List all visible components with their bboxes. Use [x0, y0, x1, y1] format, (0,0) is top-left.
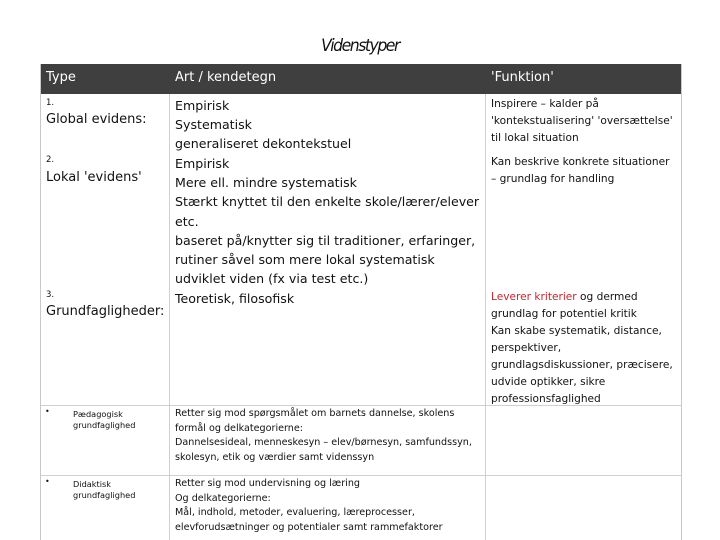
row-name-paedagogisk: Pædagogisk grundfaglighed [73, 409, 136, 430]
function-global-evidence: Inspirere – kalder på 'kontekstualisering' 'oversættelse' til lokal situation [491, 98, 673, 144]
column-divider [485, 94, 486, 540]
page-title: Videnstyper [321, 36, 399, 56]
row-name-didaktisk: Didaktisk grundfaglighed [73, 479, 136, 500]
column-divider [169, 94, 170, 540]
header-type: Type [46, 70, 76, 85]
function-grundfagligheder: Leverer kriterier og dermed grundlag for potentiel kritik Kan skabe systematik, distance, perspektiver, grundlagsdiskussioner, præcisere, udvide optikker, sikre professionsfaglighed [491, 291, 673, 405]
row-number: 3. [46, 290, 55, 300]
bullet-icon: • [45, 477, 50, 486]
features-didaktisk: Retter sig mod undervisning og læring Og delkategorierne: Mål, indhold, metoder, evaluering, læreprocesser, elevforudsætninger og potentialer samt rammefaktorer [175, 478, 443, 533]
row-number: 1. [46, 98, 55, 108]
bullet-icon: • [45, 407, 50, 416]
features-local-evidence: Empirisk Mere ell. mindre systematisk Stærkt knyttet til den enkelte skole/lærer/elever etc. baseret på/knytter sig til traditioner, erfaringer, rutiner såvel som mere lokal systematisk udviklet viden (fx via test etc.) [175, 156, 480, 287]
features-global-evidence: Empirisk Systematisk generaliseret dekontekstuel [175, 98, 352, 152]
row-name-local-evidence: Lokal 'evidens' [46, 170, 142, 185]
table-header [41, 64, 681, 94]
header-function: 'Funktion' [491, 70, 554, 85]
features-paedagogisk: Retter sig mod spørgsmålet om barnets dannelse, skolens formål og delkategorierne: Dannelsesideal, menneskesyn – elev/børnesyn, samfundssyn, skolesyn, etik og værdier samt videnssyn [175, 408, 472, 463]
features-grundfagligheder: Teoretisk, filosofisk [175, 291, 295, 306]
highlight-criteria: Leverer kriterier [491, 291, 577, 303]
header-features: Art / kendetegn [175, 70, 277, 85]
row-name-grundfagligheder: Grundfagligheder: [46, 304, 165, 319]
row-name-global-evidence: Global evidens: [46, 112, 147, 127]
knowledge-types-table [40, 64, 682, 540]
row-divider [41, 475, 681, 476]
row-number: 2. [46, 155, 55, 165]
function-local-evidence: Kan beskrive konkrete situationer – grundlag for handling [491, 156, 670, 185]
